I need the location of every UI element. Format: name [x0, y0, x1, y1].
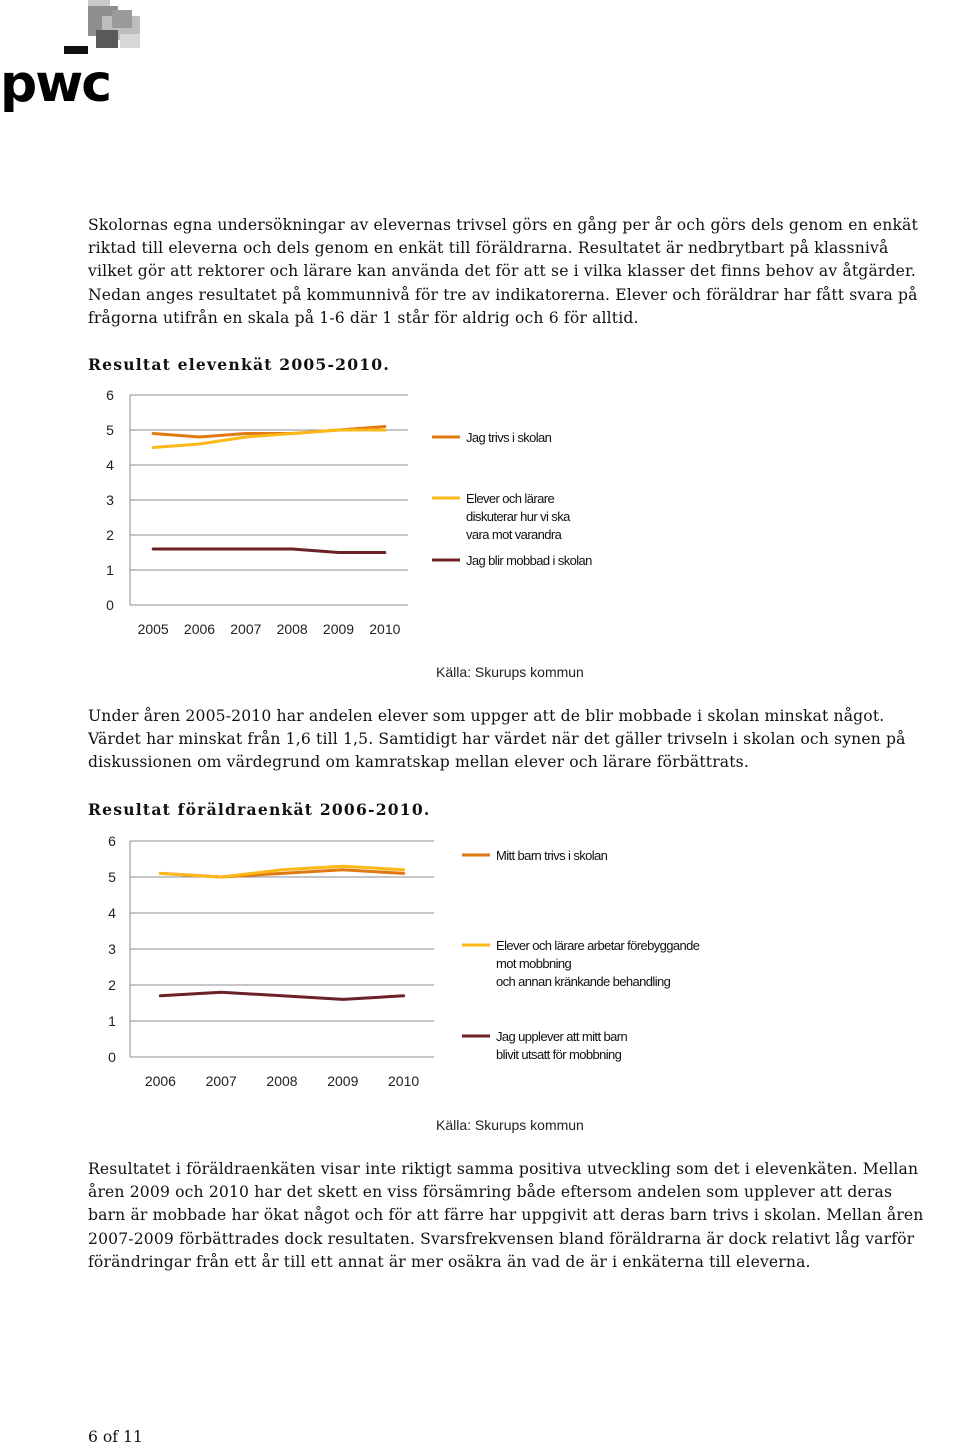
intro-paragraph: [88, 214, 960, 330]
legend-label-line: Jag trivs i skolan: [466, 430, 552, 445]
text-line: förändringar från ett år till ett annat är mer osäkra än vad de är i enkäterna till eleverna.: [88, 1252, 811, 1271]
legend-label-line: mot mobbning: [496, 956, 572, 971]
text-line: Nedan anges resultatet på kommunnivå för tre av indikatorerna. Elever och föräldrar har fått svara på: [88, 285, 918, 304]
text-line: Under åren 2005-2010 har andelen elever som uppger att de blir mobbade i skolan minskat något.: [88, 707, 885, 725]
legend-label: [496, 848, 608, 863]
y-tick-label: 0: [108, 1049, 116, 1065]
legend-label-line: Jag upplever att mitt barn: [496, 1029, 628, 1044]
text-line: 2007-2009 förbättrades dock resultaten. Svarsfrekvensen bland föräldrarna är dock relativt låg varför: [88, 1229, 915, 1248]
text-line: vilket gör att rektorer och lärare kan använda det för att se i vilka klasser det finns behov av åtgärder.: [88, 262, 916, 281]
x-tick-label: 2010: [388, 1073, 420, 1089]
legend-label: [466, 491, 571, 542]
y-tick-label: 1: [106, 562, 114, 578]
legend-label: [466, 553, 592, 568]
legend-label-line: Mitt barn trivs i skolan: [496, 848, 608, 863]
legend-label-line: Elever och lärare: [466, 491, 555, 506]
y-tick-label: 6: [106, 387, 114, 403]
x-tick-label: 2005: [137, 621, 169, 637]
text-line: Resultatet i föräldraenkäten visar inte riktigt samma positiva utveckling som det i elevenkäten. Mellan: [88, 1160, 919, 1178]
series-line: [153, 549, 385, 553]
text-line: Skolornas egna undersökningar av elevernas trivsel görs en gång per år och görs dels genom en enkät: [88, 216, 918, 234]
y-tick-label: 4: [106, 457, 114, 473]
y-tick-label: 0: [106, 597, 114, 613]
page-number: 6 of 11: [88, 1428, 143, 1446]
y-tick-label: 3: [106, 492, 114, 508]
y-tick-label: 5: [106, 422, 114, 438]
x-tick-label: 2006: [144, 1073, 176, 1089]
x-tick-label: 2009: [327, 1073, 359, 1089]
y-tick-label: 2: [108, 977, 116, 993]
series-line: [160, 992, 403, 999]
legend-label: [496, 938, 700, 989]
x-tick-label: 2007: [205, 1073, 237, 1089]
legend-label: [496, 1029, 627, 1062]
chart2-source: Källa: Skurups kommun: [436, 1117, 584, 1133]
legend-label-line: blivit utsatt för mobbning: [496, 1047, 622, 1062]
chart1-source: Källa: Skurups kommun: [436, 664, 584, 680]
x-tick-label: 2010: [369, 621, 401, 637]
x-tick-label: 2009: [322, 621, 355, 637]
x-tick-label: 2007: [230, 621, 262, 637]
y-tick-label: 4: [108, 905, 116, 921]
parent-survey-chart: [88, 826, 700, 1096]
text-line: frågorna utifrån en skala på 1-6 där 1 står för aldrig och 6 för alltid.: [88, 308, 639, 327]
chart2-heading: Resultat föräldraenkät 2006-2010.: [88, 800, 431, 819]
chart1-heading: Resultat elevenkät 2005-2010.: [88, 355, 390, 374]
chart1-summary-paragraph: [88, 705, 960, 775]
legend-label-line: vara mot varandra: [466, 527, 562, 542]
chart2-summary-paragraph: [88, 1158, 960, 1274]
text-line: riktad till eleverna och dels genom en enkät till föräldrarna. Resultatet är nedbrytbart på klassnivå: [88, 239, 889, 258]
logo-wordmark: pwc: [0, 54, 111, 114]
y-tick-label: 2: [106, 527, 114, 543]
text-line: diskussionen om värdegrund om kamratskap mellan elever och lärare förbättrats.: [88, 753, 749, 772]
y-tick-label: 3: [108, 941, 116, 957]
legend-label-line: och annan kränkande behandling: [496, 974, 671, 989]
legend-label-line: Elever och lärare arbetar förebyggande: [496, 938, 700, 953]
text-line: åren 2009 och 2010 har det skett en viss försämring både eftersom andelen som upplever att deras: [88, 1183, 893, 1202]
legend-label-line: Jag blir mobbad i skolan: [466, 553, 592, 568]
text-line: barn är mobbade har ökat något och för att färre har uppgivit att deras barn trivs i skolan. Mellan åren: [88, 1206, 924, 1225]
legend-label-line: diskuterar hur vi ska: [466, 509, 570, 524]
x-tick-label: 2008: [266, 1073, 298, 1089]
x-tick-label: 2006: [183, 621, 216, 637]
y-tick-label: 6: [108, 833, 116, 849]
legend-label: [466, 430, 552, 445]
student-survey-chart: [88, 380, 628, 645]
text-line: Värdet har minskat från 1,6 till 1,5. Samtidigt har värdet när det gäller trivseln i skolan och synen på: [88, 730, 906, 749]
y-tick-label: 5: [108, 869, 116, 885]
pwc-logo: [0, 0, 150, 120]
y-tick-label: 1: [108, 1013, 116, 1029]
x-tick-label: 2008: [276, 621, 308, 637]
